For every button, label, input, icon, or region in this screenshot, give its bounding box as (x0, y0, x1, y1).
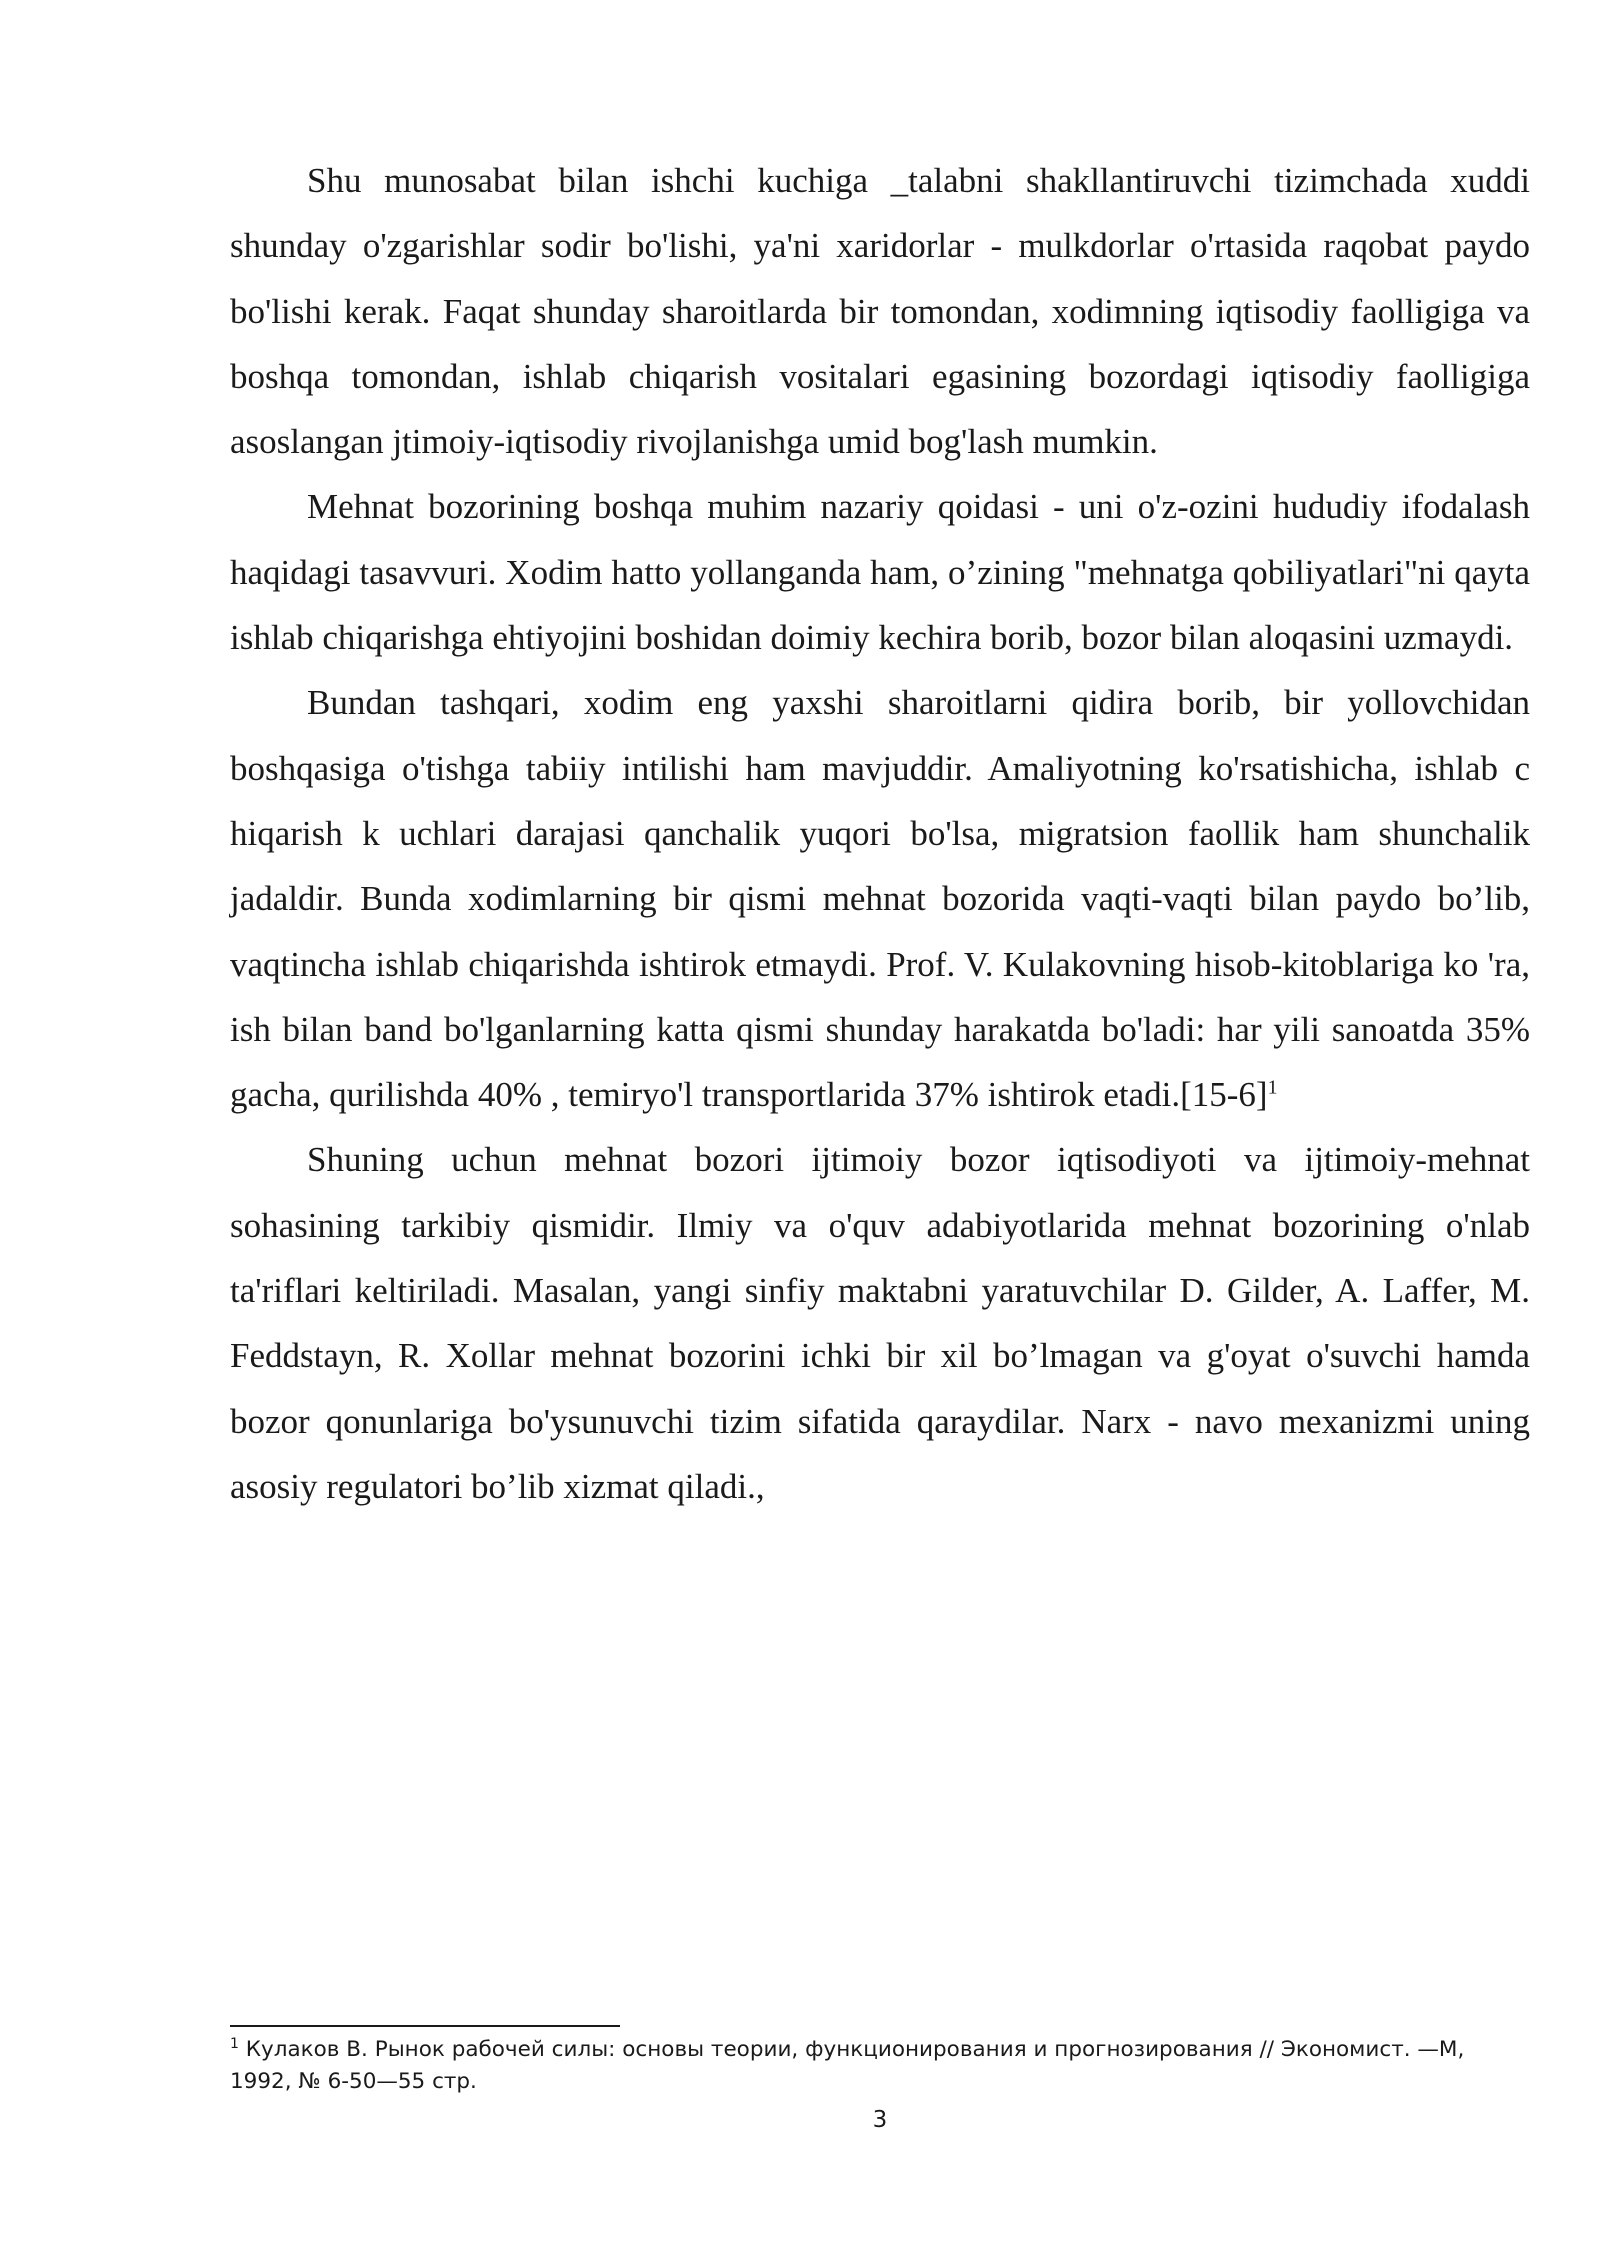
paragraph-2: Mehnat bozorining boshqa muhim nazariy qoidasi - uni o'z-ozini hududiy ifodalash haqidagi tasavvuri. Xodim hatto yollanganda ham, o’zining "mehnatga qobiliyatlari"ni qayta ishlab chiqarishga ehtiyojini boshidan doimiy kechira borib, bozor bilan aloqasini uzmaydi. (230, 487, 1530, 658)
page-number: 3 (872, 2107, 888, 2133)
paragraph-3-text: Bundan tashqari, xodim eng yaxshi sharoitlarni qidira borib, bir yollovchidan boshqasiga o'tishga tabiiy intilishi ham mavjuddir. Amaliyotning ko'rsatishicha, ishlab c hiqarish k uchlari darajasi qanchalik yuqori bo'lsa, migratsion faollik ham shunchalik jadaldir. Bunda xodimlarning bir qismi mehnat bozorida vaqti-vaqti bilan paydo bo’lib, vaqtincha ishlab chiqarishda ishtirok etmaydi. Prof. V. Kulakovning hisob-kitoblariga ko 'ra, ish bilan band bo'lganlarning katta qismi shunday harakatda bo'ladi: har yili sanoatda 35% gacha, qurilishda 40% , temiryo'l transportlarida 37% ishtirok etadi.[15-6] (230, 683, 1530, 1115)
footnote-separator (230, 2025, 620, 2027)
footnote (230, 2034, 1530, 2098)
footnote-text: Кулаков В. Рынок рабочей силы: основы теории, функционирования и прогнозирования // Экономист. —М, 1992, № 6-50—55 стр. (230, 2037, 1465, 2094)
paragraph-1: Shu munosabat bilan ishchi kuchiga _talabni shakllantiruvchi tizimchada xuddi shunday o'zgarishlar sodir bo'lishi, ya'ni xaridorlar - mulkdorlar o'rtasida raqobat paydo bo'lishi kerak. Faqat shunday sharoitlarda bir tomondan, xodimning iqtisodiy faolligiga va boshqa tomondan, ishlab chiqarish vositalari egasining bozordagi iqtisodiy faolligiga asoslangan jtimoiy-iqtisodiy rivojlanishga umid bog'lash mumkin. (230, 161, 1530, 462)
body-text (230, 148, 1530, 1519)
paragraph-3 (230, 670, 1530, 1127)
footnote-reference[interactable]: 1 (1267, 1076, 1278, 1099)
paragraph-4: Shuning uchun mehnat bozori ijtimoiy bozor iqtisodiyoti va ijtimoiy-mehnat sohasining tarkibiy qismidir. Ilmiy va o'quv adabiyotlarida mehnat bozorining o'nlab ta'riflari keltiriladi. Masalan, yangi sinfiy maktabni yaratuvchilar D. Gilder, A. Laffer, M. Feddstayn, R. Xollar mehnat bozorini ichki bir xil bo’lmagan va g'oyat o'suvchi hamda bozor qonunlariga bo'ysunuvchi tizim sifatida qaraydilar. Narx - navo mexanizmi uning asosiy regulatori bo’lib xizmat qiladi., (230, 1140, 1530, 1506)
footnote-marker: 1 (230, 2035, 239, 2052)
